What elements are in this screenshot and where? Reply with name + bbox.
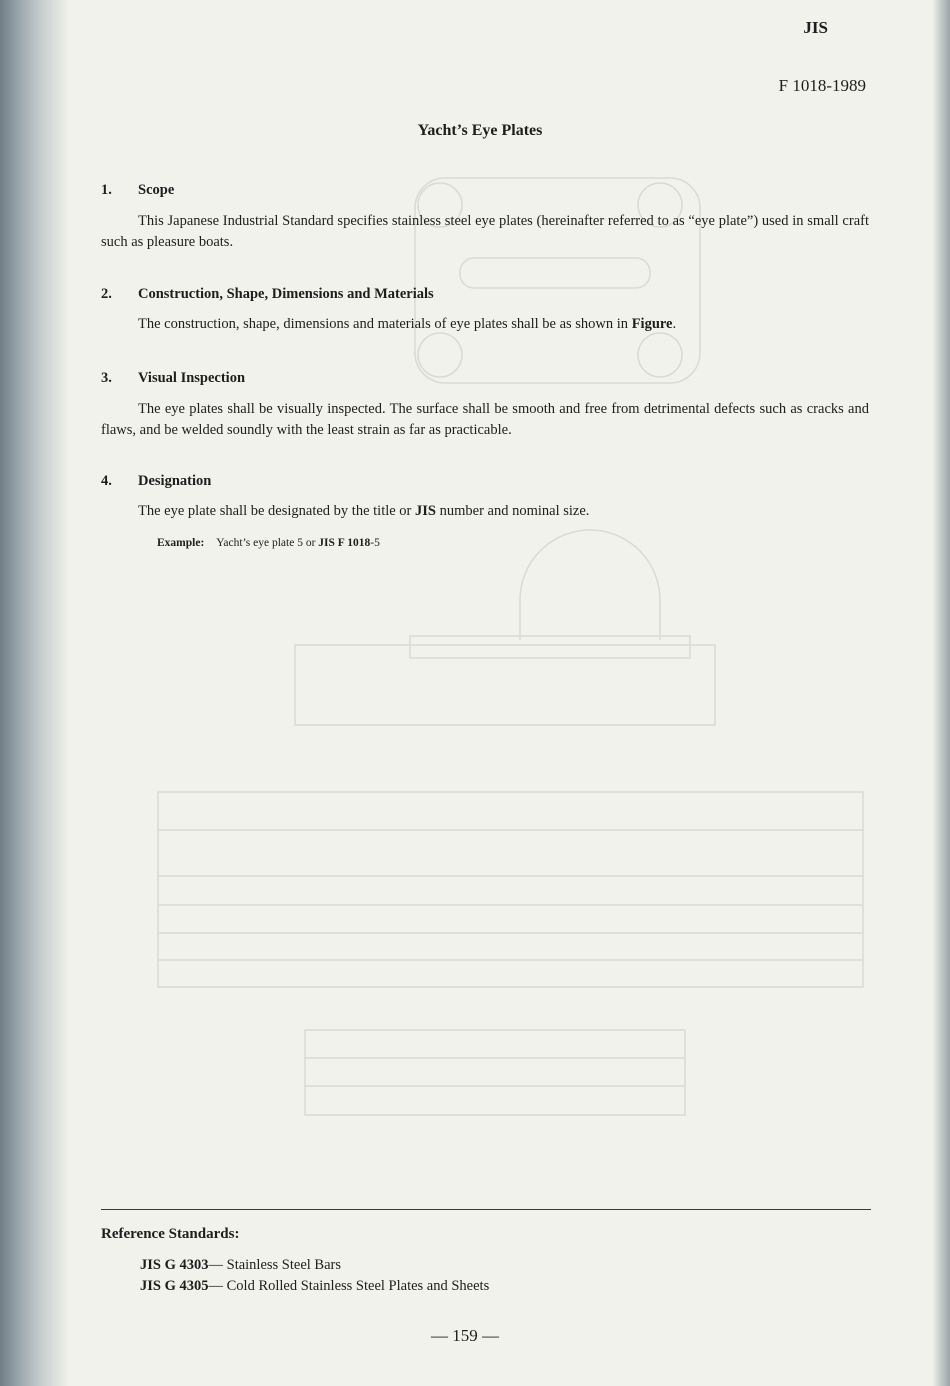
reference-standards-title: Reference Standards: (101, 1226, 240, 1242)
body-text: The construction, shape, dimensions and materials of eye plates shall be as shown in (138, 316, 632, 332)
ghost-slot (460, 258, 650, 288)
section-title-construction: Construction, Shape, Dimensions and Materials (138, 286, 434, 302)
reference-item (140, 1257, 341, 1274)
reference-code: JIS G 4305 (140, 1278, 209, 1294)
reference-item (140, 1278, 489, 1295)
reference-desc: — Cold Rolled Stainless Steel Plates and Sheets (208, 1278, 490, 1294)
example-label: Example: (157, 537, 205, 549)
section-title-scope: Scope (138, 182, 175, 198)
example-suffix: -5 (370, 537, 380, 549)
section-number: 4. (101, 473, 112, 489)
section-number: 1. (101, 182, 112, 198)
binding-shadow (0, 0, 70, 1386)
ghost-eye (520, 530, 660, 640)
section-number: 3. (101, 370, 112, 386)
section-body-scope: This Japanese Industrial Standard specifies stainless steel eye plates (hereinafter referred to as “eye plate”) used in small craft such as pleasure boats. (101, 213, 869, 250)
example-text: Yacht’s eye plate 5 or (216, 537, 319, 549)
body-text: The eye plate shall be designated by the title or (138, 503, 416, 519)
body-text: number and nominal size. (435, 503, 590, 519)
figure-reference: Figure (631, 316, 673, 332)
page-number: — 159 — (431, 1326, 499, 1345)
section-body-construction (138, 316, 676, 333)
reference-desc: — Stainless Steel Bars (208, 1257, 342, 1273)
ghost-plate-outline (415, 178, 700, 383)
example-standard: JIS F 1018 (318, 537, 371, 549)
ghost-hole (418, 333, 462, 377)
page-edge-shadow (932, 0, 950, 1386)
document-title: Yacht’s Eye Plates (417, 122, 543, 139)
ghost-table-1 (295, 645, 715, 725)
section-body-designation (138, 503, 589, 520)
ghost-table-3 (305, 1030, 685, 1115)
section-title-visual-inspection: Visual Inspection (138, 370, 246, 386)
designation-example (157, 537, 380, 549)
reference-code: JIS G 4303 (140, 1257, 209, 1273)
body-text: . (672, 316, 677, 332)
section-title-designation: Designation (138, 473, 212, 489)
section-number: 2. (101, 286, 112, 302)
header-standard-number: F 1018-1989 (778, 76, 866, 95)
ghost-hole (638, 333, 682, 377)
header-org: JIS (803, 18, 828, 37)
footnote-divider (101, 1209, 871, 1210)
ghost-table-2 (158, 792, 863, 987)
section-body-visual-inspection: The eye plates shall be visually inspected. The surface shall be smooth and free from detrimental defects such as cracks and flaws, and be welded soundly with the least strain as far as practicable. (101, 401, 869, 438)
ghost-base (410, 636, 690, 658)
jis-bold: JIS (415, 503, 436, 519)
